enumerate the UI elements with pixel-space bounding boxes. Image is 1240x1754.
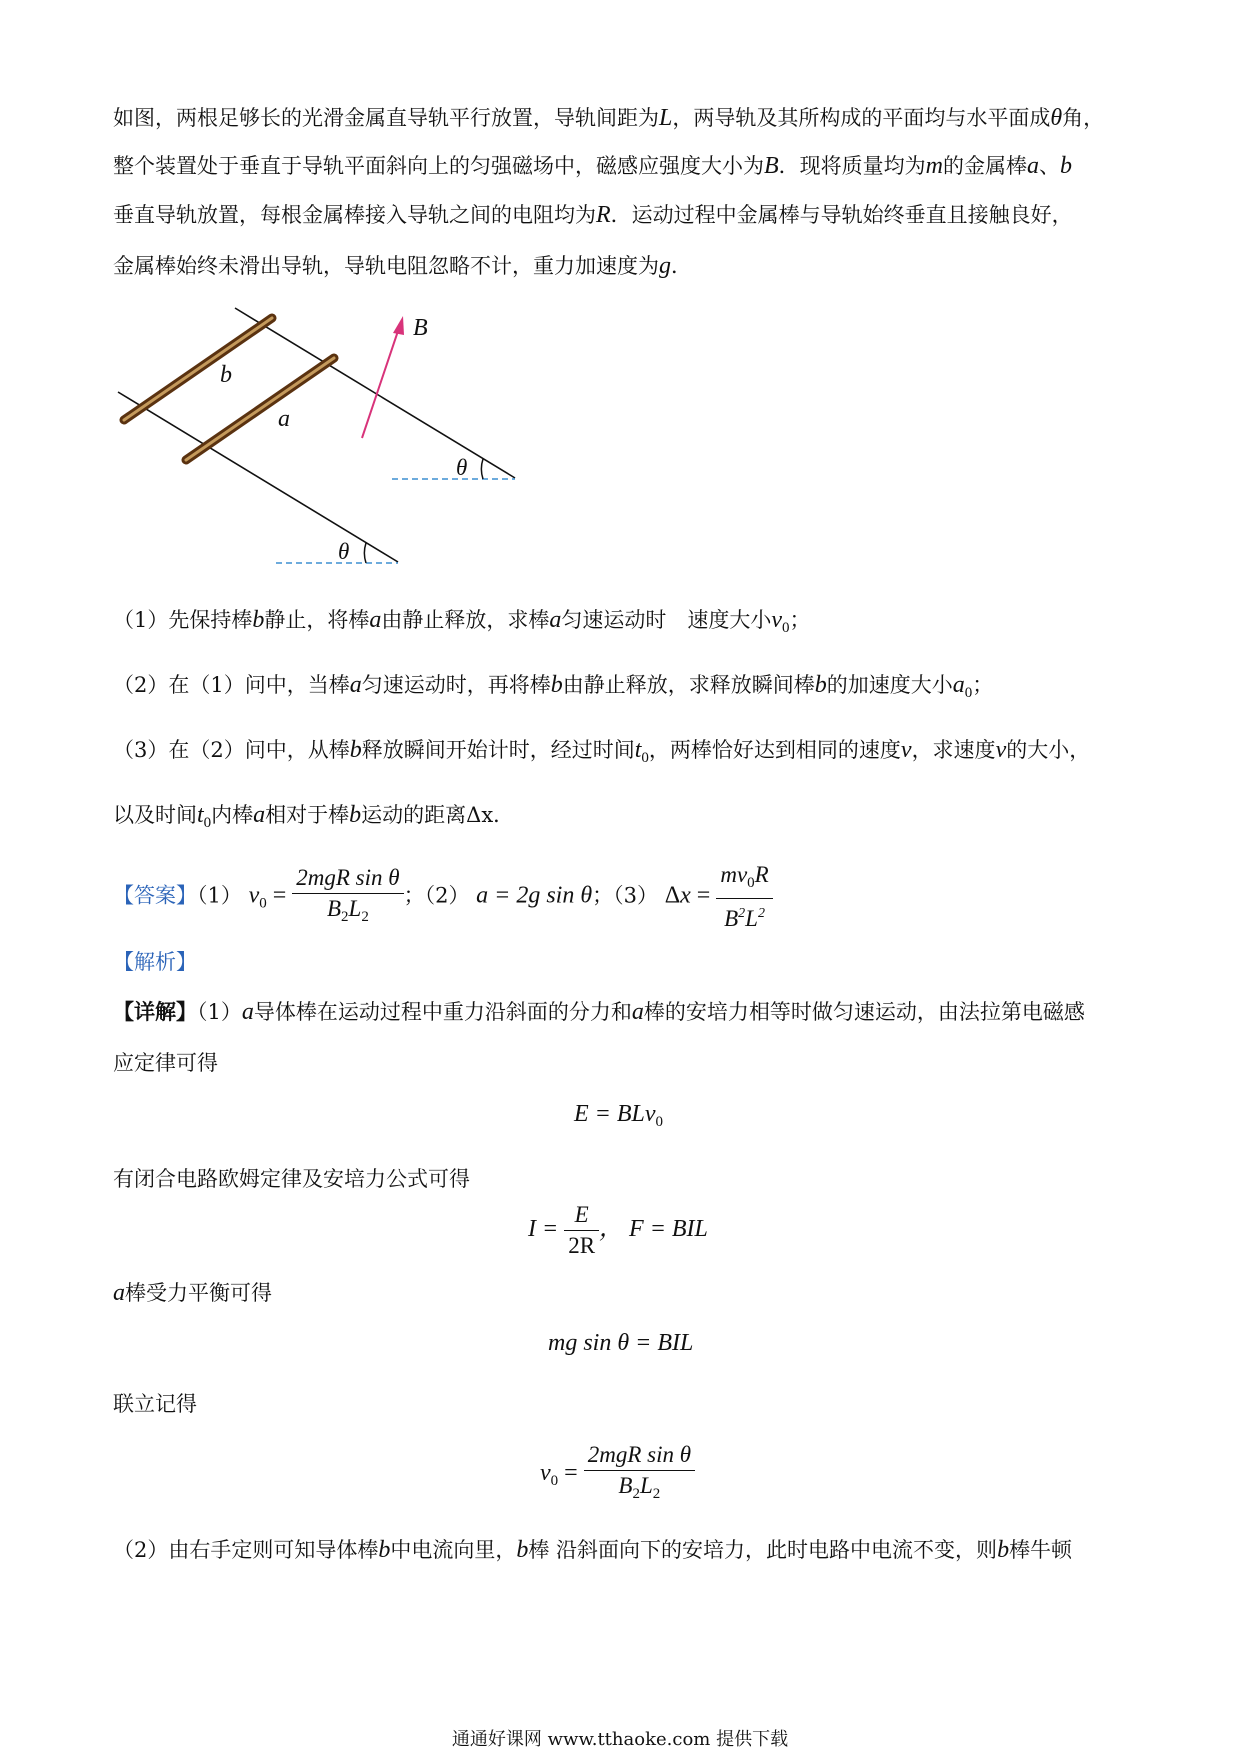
detail-line-4: a棒受力平衡可得 (113, 1280, 272, 1306)
angle-arc-upper (481, 459, 483, 479)
intro-line-4: 金属棒始终未滑出导轨，导轨电阻忽略不计，重力加速度为g． (113, 253, 692, 279)
analysis-label: 【解析】 (113, 950, 197, 974)
detail-line-5: 联立记得 (113, 1392, 197, 1416)
b-field-arrowhead (393, 316, 404, 335)
detail-line-6: （2）由右手定则可知导体棒b中电流向里，b棒 沿斜面向下的安培力，此时电路中电流不变，则b棒牛顿 (113, 1537, 1073, 1563)
answer-label: 【答案】 (113, 883, 197, 908)
equation-emf: E = BLv$_0$ (574, 1101, 664, 1130)
label-theta-upper: θ (456, 455, 468, 480)
rails-figure (110, 300, 530, 570)
detail-line-1: 【详解】（1）a导体棒在运动过程中重力沿斜面的分力和a棒的安培力相等时做匀速运动，由法拉第电磁感 (113, 999, 1085, 1025)
b-field-arrow (362, 328, 399, 438)
label-b: b (220, 362, 232, 388)
answer-3-fraction: $\frac{mv_0R}{B^2L^2}$ (716, 860, 772, 934)
intro-line-3: 垂直导轨放置，每根金属棒接入导轨之间的电阻均为R．运动过程中金属棒与导轨始终垂直且接触良好， (113, 202, 1073, 228)
question-3-line-1: （3）在（2）问中，从棒b释放瞬间开始计时，经过时间$t_0$，两棒恰好达到相同的速度v，求速度v的大小， (113, 737, 1091, 766)
question-3-line-2: 以及时间$t_0$内棒a相对于棒b运动的距离Δx． (113, 802, 515, 831)
intro-line-2: 整个装置处于垂直于导轨平面斜向上的匀强磁场中，磁感应强度大小为B．现将质量均为m的金属棒a、b (113, 153, 1073, 179)
equation-v0: $v_0$ = $\frac{\text{2mgR sin θ}}{B_2L_2}$ (540, 1440, 695, 1509)
angle-arc-lower (364, 543, 366, 563)
footer-source: 通通好课网 www.tthaoke.com 提供下载 (451, 1729, 789, 1750)
detail-line-2: 应定律可得 (113, 1051, 218, 1075)
label-B: B (413, 315, 428, 341)
intro-line-1: 如图，两根足够长的光滑金属直导轨平行放置，导轨间距为L，两导轨及其所构成的平面均与水平面成θ角， (113, 105, 1105, 131)
answer-2: a = 2g sin θ (476, 882, 593, 909)
lower-rail (118, 392, 398, 562)
label-theta-lower: θ (338, 539, 350, 564)
answer-1-fraction: $\frac{\text{2mgR sin θ}}{B_2L_2}$ (292, 863, 403, 932)
equation-current-force: I = $\frac{E}{2R}$ ， F = BIL (528, 1202, 708, 1258)
equation-balance: mg sin θ = BIL (548, 1330, 694, 1356)
detail-line-3: 有闭合电路欧姆定律及安培力公式可得 (113, 1167, 470, 1191)
question-2: （2）在（1）问中，当棒a匀速运动时，再将棒b由静止释放，求释放瞬间棒b的加速度大小$a_0$； (113, 672, 994, 701)
answer-line: 【答案】（1） $v_0$ = $\frac{\text{2mgR sin θ}}{B_2L_2}$ ；（2） a = 2g sin θ；（3） Δx = $\frac{mv_0R}{B^2L^2}$ (113, 860, 773, 934)
question-1: （1）先保持棒b静止，将棒a由静止释放，求棒a匀速运动时 速度大小$v_0$； (113, 607, 811, 636)
label-a: a (278, 406, 290, 432)
